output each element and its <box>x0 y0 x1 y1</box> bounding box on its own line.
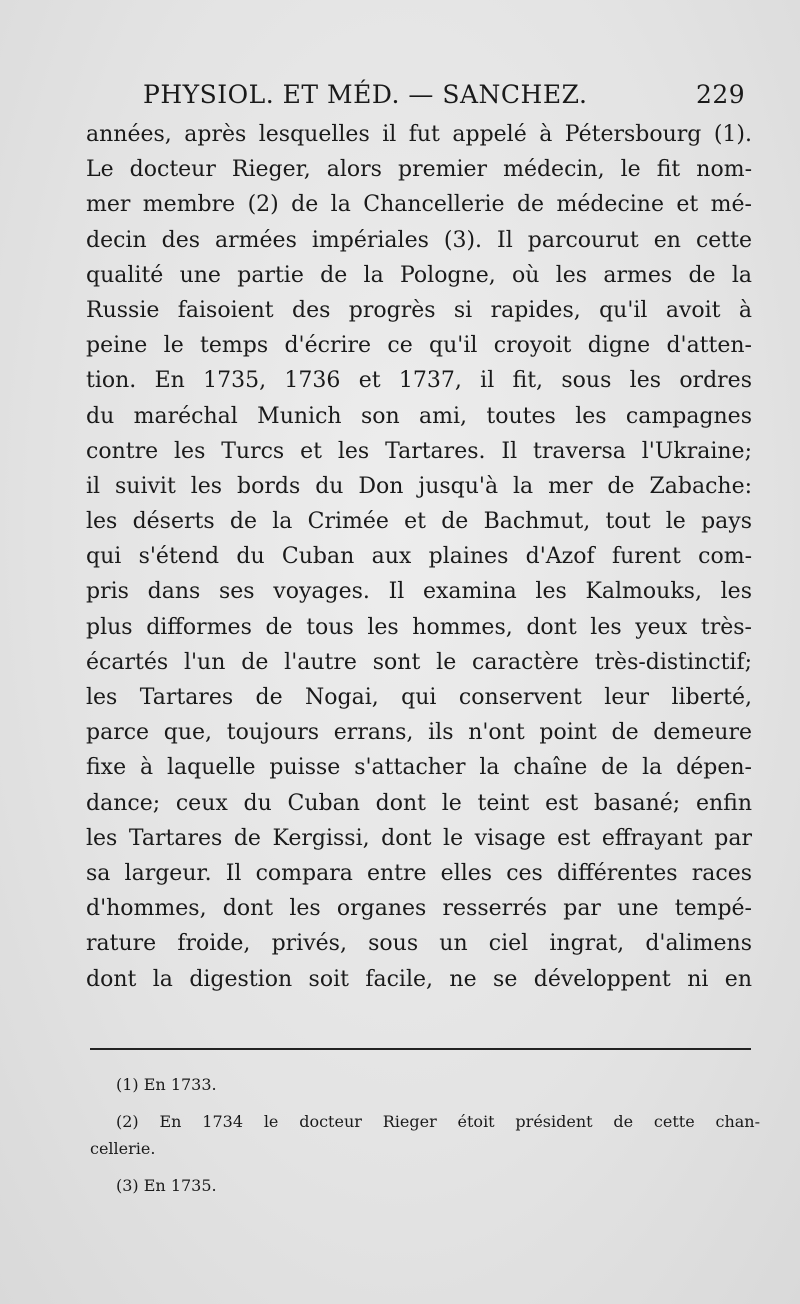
text-line: tion. En 1735, 1736 et 1737, il fit, sous les ordres <box>86 368 752 394</box>
text-line: années, après lesquelles il fut appelé à Pétersbourg (1). <box>86 122 752 147</box>
text-line: fixe à laquelle puisse s'attacher la chaîne de la dépen- <box>86 755 752 781</box>
text-line: Russie faisoient des progrès si rapides, qu'il avoit à <box>86 297 752 323</box>
text-line: les déserts de la Crimée et de Bachmut, tout le pays <box>86 509 752 535</box>
footnote-1: (1) En 1733. <box>116 1075 217 1094</box>
text-line: d'hommes, dont les organes resserrés par une tempé- <box>86 896 752 922</box>
footnote-divider <box>90 1048 751 1050</box>
text-line: les Tartares de Nogai, qui conservent leur liberté, <box>86 685 752 710</box>
body-text <box>86 117 752 997</box>
footnotes <box>90 1071 760 1199</box>
text-line: rature froide, privés, sous un ciel ingrat, d'alimens <box>86 931 752 957</box>
text-line: du maréchal Munich son ami, toutes les campagnes <box>86 403 752 429</box>
running-header <box>143 80 763 116</box>
running-title: PHYSIOL. ET MÉD. — SANCHEZ. <box>143 80 588 109</box>
text-line: parce que, toujours errans, ils n'ont point de demeure <box>86 720 752 746</box>
footnote-2: (2) En 1734 le docteur Rieger étoit président de cette chan- <box>116 1112 760 1131</box>
text-line: qui s'étend du Cuban aux plaines d'Azof furent com- <box>86 544 752 570</box>
text-line: decin des armées impériales (3). Il parcourut en cette <box>86 227 752 253</box>
text-line: peine le temps d'écrire ce qu'il croyoit digne d'atten- <box>86 333 752 359</box>
text-line: sa largeur. Il compara entre elles ces différentes races <box>86 860 752 886</box>
text-line: il suivit les bords du Don jusqu'à la mer de Zabache: <box>86 473 752 499</box>
text-line: qualité une partie de la Pologne, où les armes de la <box>86 262 752 288</box>
footnote-2-continued: cellerie. <box>90 1139 156 1158</box>
text-line: dance; ceux du Cuban dont le teint est basané; enfin <box>86 790 752 816</box>
text-line: dont la digestion soit facile, ne se développent ni en <box>86 966 752 992</box>
text-line: pris dans ses voyages. Il examina les Kalmouks, les <box>86 579 752 605</box>
text-line: contre les Turcs et les Tartares. Il traversa l'Ukraine; <box>86 438 752 464</box>
text-line: Le docteur Rieger, alors premier médecin, le fit nom- <box>86 157 752 183</box>
text-line: écartés l'un de l'autre sont le caractère très-distinctif; <box>86 649 752 675</box>
footnote-3: (3) En 1735. <box>116 1176 217 1195</box>
text-line: les Tartares de Kergissi, dont le visage est effrayant par <box>86 825 752 851</box>
text-line: plus difformes de tous les hommes, dont les yeux très- <box>86 614 752 640</box>
page-number: 229 <box>696 80 746 109</box>
text-line: mer membre (2) de la Chancellerie de médecine et mé- <box>86 192 752 218</box>
